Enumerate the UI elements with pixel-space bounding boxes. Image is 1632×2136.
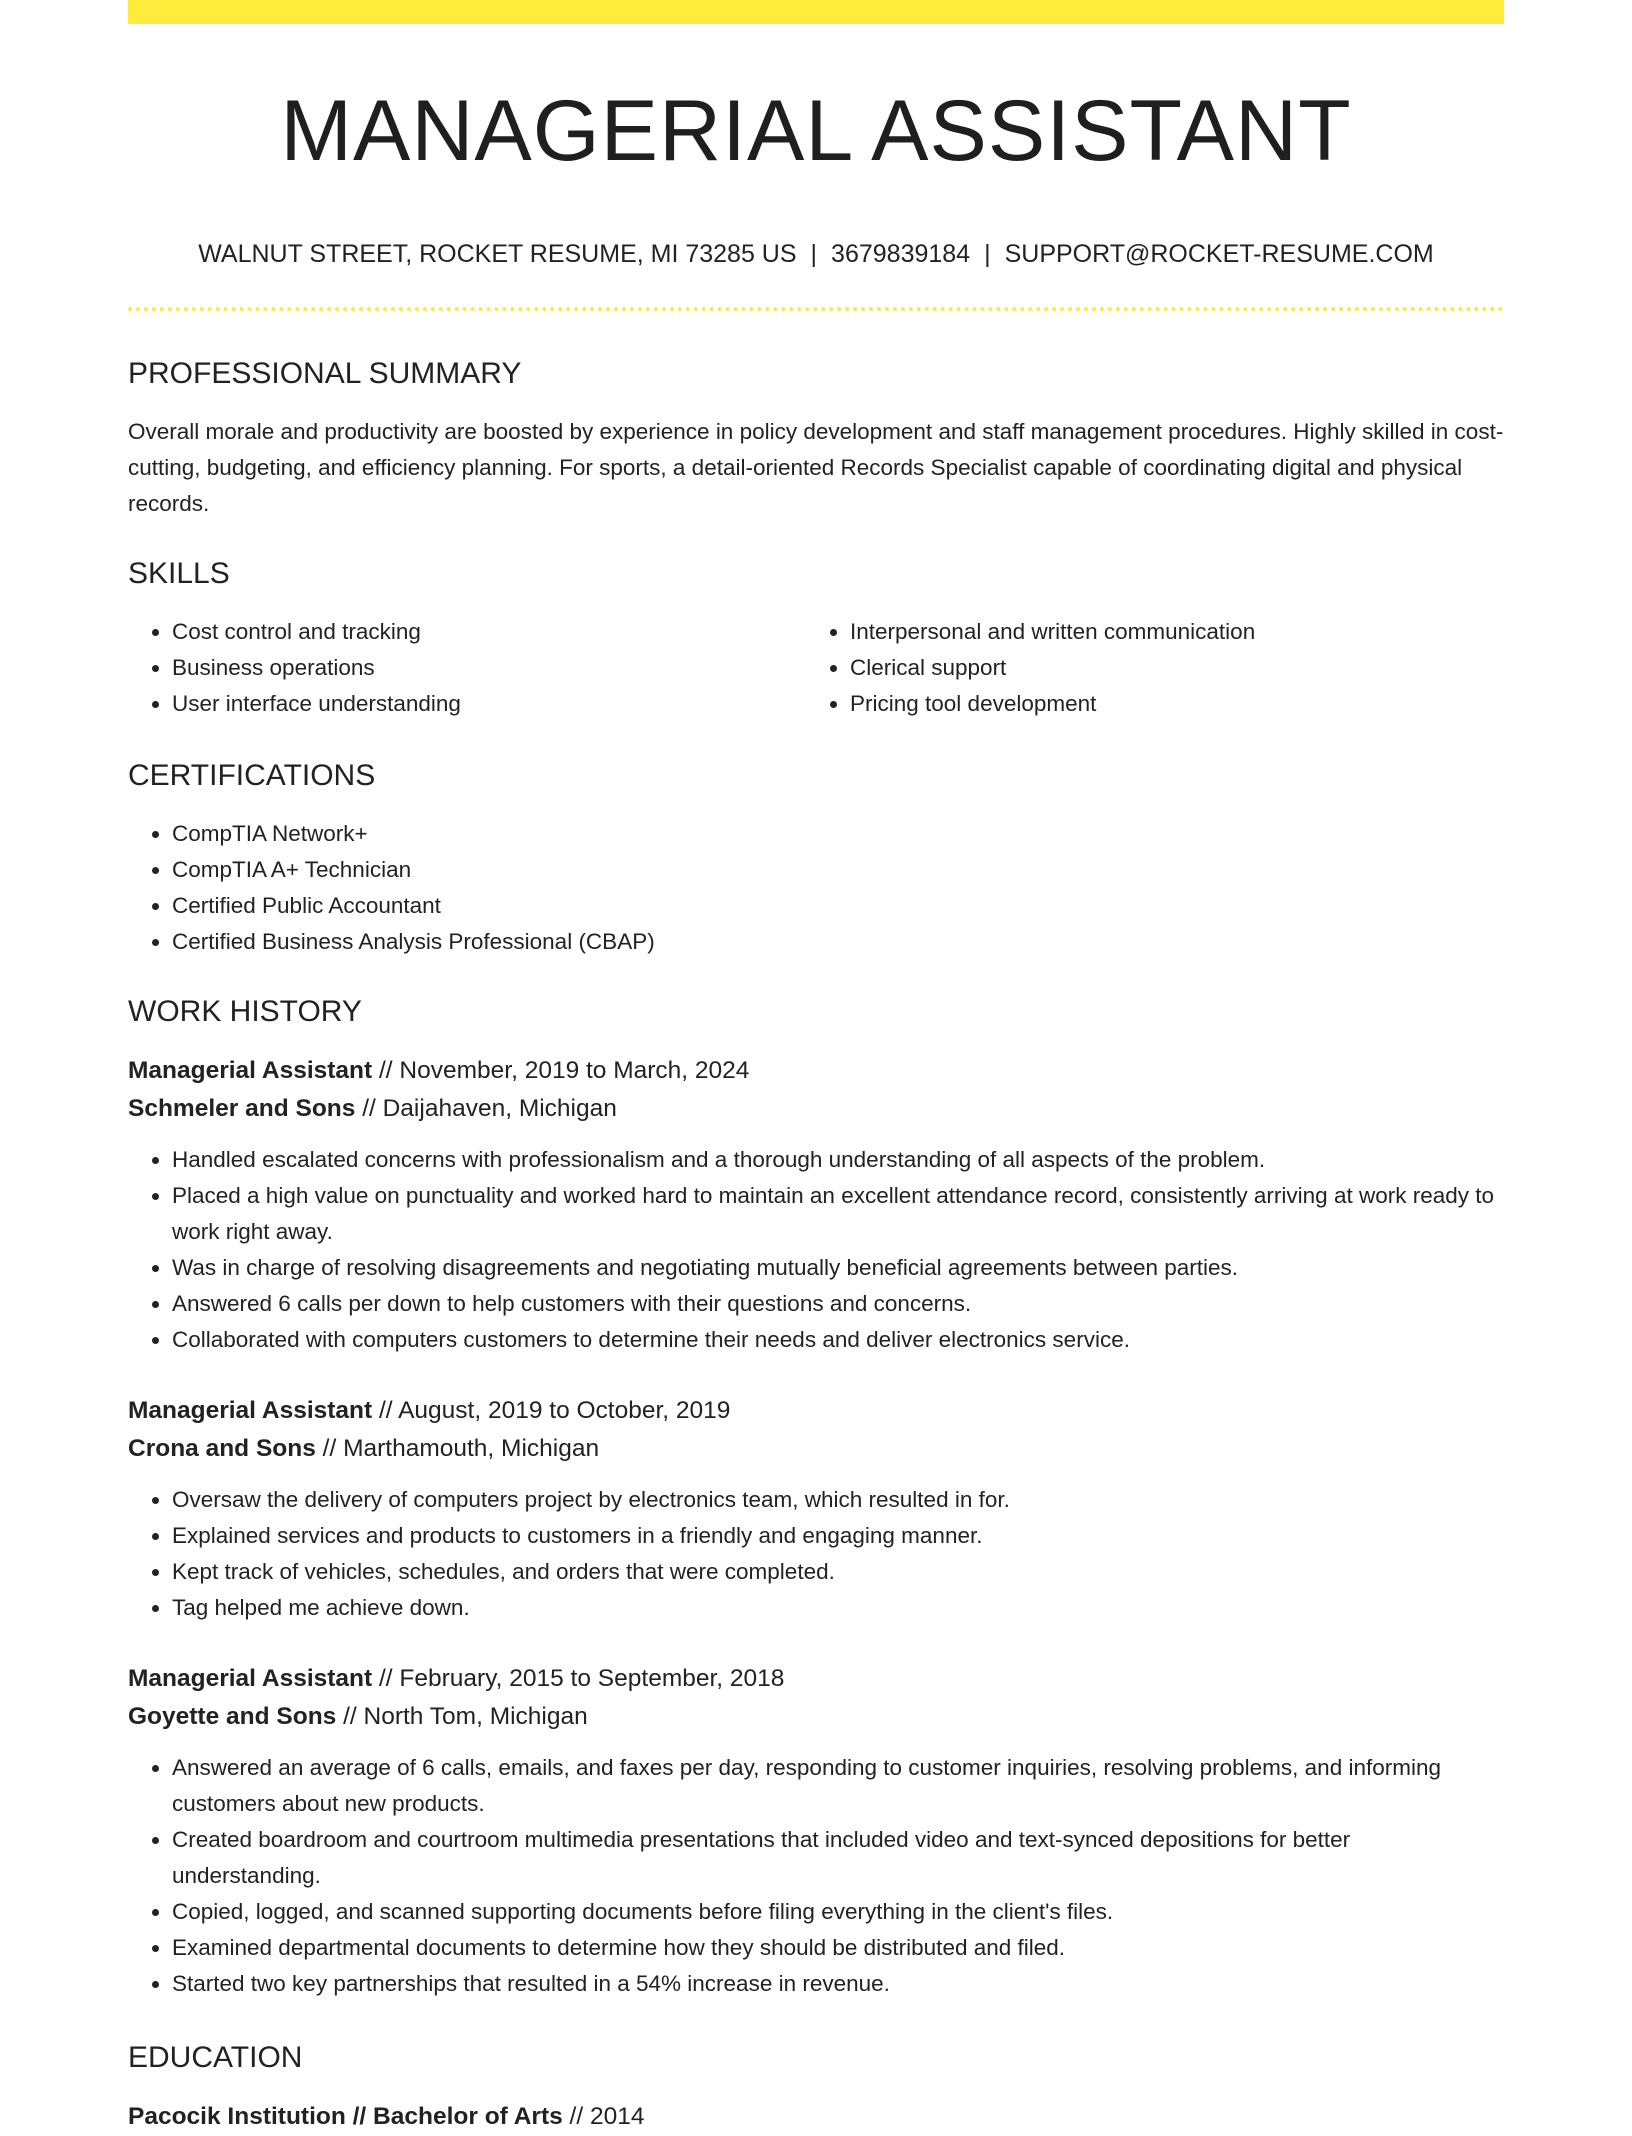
job-bullet: • Created boardroom and courtroom multimedia presentations that included video and text-synced depositions for better understanding. bbox=[172, 1822, 1504, 1894]
education-school: Pacocik Institution bbox=[128, 2103, 346, 2130]
job-dates: // August, 2019 to October, 2019 bbox=[372, 1397, 731, 1424]
job-company: Schmeler and Sons bbox=[128, 1095, 356, 1122]
certification-item: • CompTIA Network+ bbox=[172, 816, 1504, 852]
job-bullet: • Placed a high value on punctuality and worked hard to maintain an excellent attendance record, consistently arriving at work ready to work right away. bbox=[172, 1178, 1504, 1250]
job-bullet: • Started two key partnerships that resulted in a 54% increase in revenue. bbox=[172, 1966, 1504, 2002]
skill-item: • Clerical support bbox=[850, 650, 1484, 686]
job-role: Managerial Assistant bbox=[128, 1397, 373, 1424]
job-bullet: • Answered 6 calls per down to help customers with their questions and concerns. bbox=[172, 1286, 1504, 1322]
education-title: EDUCATION bbox=[128, 2041, 303, 2074]
job-location: // Daijahaven, Michigan bbox=[355, 1095, 617, 1122]
phone: 3679839184 bbox=[831, 240, 971, 268]
dotted-divider bbox=[128, 307, 1504, 311]
certifications-title: CERTIFICATIONS bbox=[128, 759, 376, 792]
job-role-line bbox=[128, 1392, 1504, 1430]
certification-item: • Certified Business Analysis Professional (CBAP) bbox=[172, 924, 1504, 960]
education-year: // 2014 bbox=[562, 2103, 645, 2130]
job-company-line bbox=[128, 1090, 1504, 1128]
certification-item: • CompTIA A+ Technician bbox=[172, 852, 1504, 888]
job-company-line bbox=[128, 1430, 1504, 1468]
job-bullets bbox=[128, 1750, 1504, 2002]
job-company-line bbox=[128, 1698, 1504, 1736]
job-bullet: • Kept track of vehicles, schedules, and orders that were completed. bbox=[172, 1554, 1504, 1590]
job-entry bbox=[128, 1660, 1504, 2002]
accent-bar bbox=[128, 0, 1504, 24]
resume-page bbox=[128, 0, 1504, 2130]
job-role: Managerial Assistant bbox=[128, 1057, 373, 1084]
work-history-title: WORK HISTORY bbox=[128, 995, 362, 1028]
candidate-name: MANAGERIAL ASSISTANT bbox=[280, 83, 1352, 179]
job-entry bbox=[128, 1052, 1504, 1358]
education-degree: // Bachelor of Arts bbox=[345, 2103, 563, 2130]
job-role: Managerial Assistant bbox=[128, 1665, 373, 1692]
separator: | bbox=[984, 240, 991, 268]
skills-column-right bbox=[806, 614, 1484, 722]
summary-text: Overall morale and productivity are boosted by experience in policy development and staff management procedures. Highly skilled in cost-cutting, budgeting, and efficiency planning. For sports, a detail-oriented Records Specialist capable of coordinating digital and physical records. bbox=[128, 419, 1504, 516]
certifications-list bbox=[128, 816, 1504, 960]
job-role-line bbox=[128, 1052, 1504, 1090]
job-bullets bbox=[128, 1142, 1504, 1358]
job-bullet: • Handled escalated concerns with professionalism and a thorough understanding of all aspects of the problem. bbox=[172, 1142, 1504, 1178]
skills-column-left bbox=[128, 614, 806, 722]
job-bullet: • Answered an average of 6 calls, emails, and faxes per day, responding to customer inquiries, resolving problems, and informing customers about new products. bbox=[172, 1750, 1504, 1822]
skills-title: SKILLS bbox=[128, 557, 230, 590]
job-entry bbox=[128, 1392, 1504, 1626]
certification-item: • Certified Public Accountant bbox=[172, 888, 1504, 924]
job-dates: // February, 2015 to September, 2018 bbox=[372, 1665, 785, 1692]
education-entry bbox=[128, 2098, 1504, 2136]
job-location: // North Tom, Michigan bbox=[336, 1703, 588, 1730]
skill-item: • Pricing tool development bbox=[850, 686, 1484, 722]
skill-item: • User interface understanding bbox=[172, 686, 806, 722]
address: WALNUT STREET, ROCKET RESUME, MI 73285 US bbox=[198, 240, 797, 268]
summary-title: PROFESSIONAL SUMMARY bbox=[128, 357, 522, 390]
job-bullet: • Tag helped me achieve down. bbox=[172, 1590, 1504, 1626]
job-role-line bbox=[128, 1660, 1504, 1698]
resume-content bbox=[128, 352, 1504, 2136]
skill-item: • Business operations bbox=[172, 650, 806, 686]
separator: | bbox=[810, 240, 818, 268]
job-bullet: • Was in charge of resolving disagreements and negotiating mutually beneficial agreements between parties. bbox=[172, 1250, 1504, 1286]
job-bullet: • Copied, logged, and scanned supporting documents before filing everything in the client's files. bbox=[172, 1894, 1504, 1930]
contact-line bbox=[128, 236, 1504, 272]
job-company: Crona and Sons bbox=[128, 1435, 316, 1462]
email: SUPPORT@ROCKET-RESUME.COM bbox=[1004, 240, 1434, 268]
job-bullet: • Examined departmental documents to determine how they should be distributed and filed. bbox=[172, 1930, 1504, 1966]
skill-item: • Cost control and tracking bbox=[172, 614, 806, 650]
job-bullet: • Oversaw the delivery of computers project by electronics team, which resulted in for. bbox=[172, 1482, 1504, 1518]
skills-list bbox=[128, 614, 1504, 722]
job-bullet: • Explained services and products to customers in a friendly and engaging manner. bbox=[172, 1518, 1504, 1554]
skill-item: • Interpersonal and written communication bbox=[850, 614, 1484, 650]
job-company: Goyette and Sons bbox=[128, 1703, 337, 1730]
job-bullets bbox=[128, 1482, 1504, 1626]
job-dates: // November, 2019 to March, 2024 bbox=[372, 1057, 750, 1084]
job-location: // Marthamouth, Michigan bbox=[315, 1435, 600, 1462]
job-bullet: • Collaborated with computers customers to determine their needs and deliver electronics service. bbox=[172, 1322, 1504, 1358]
